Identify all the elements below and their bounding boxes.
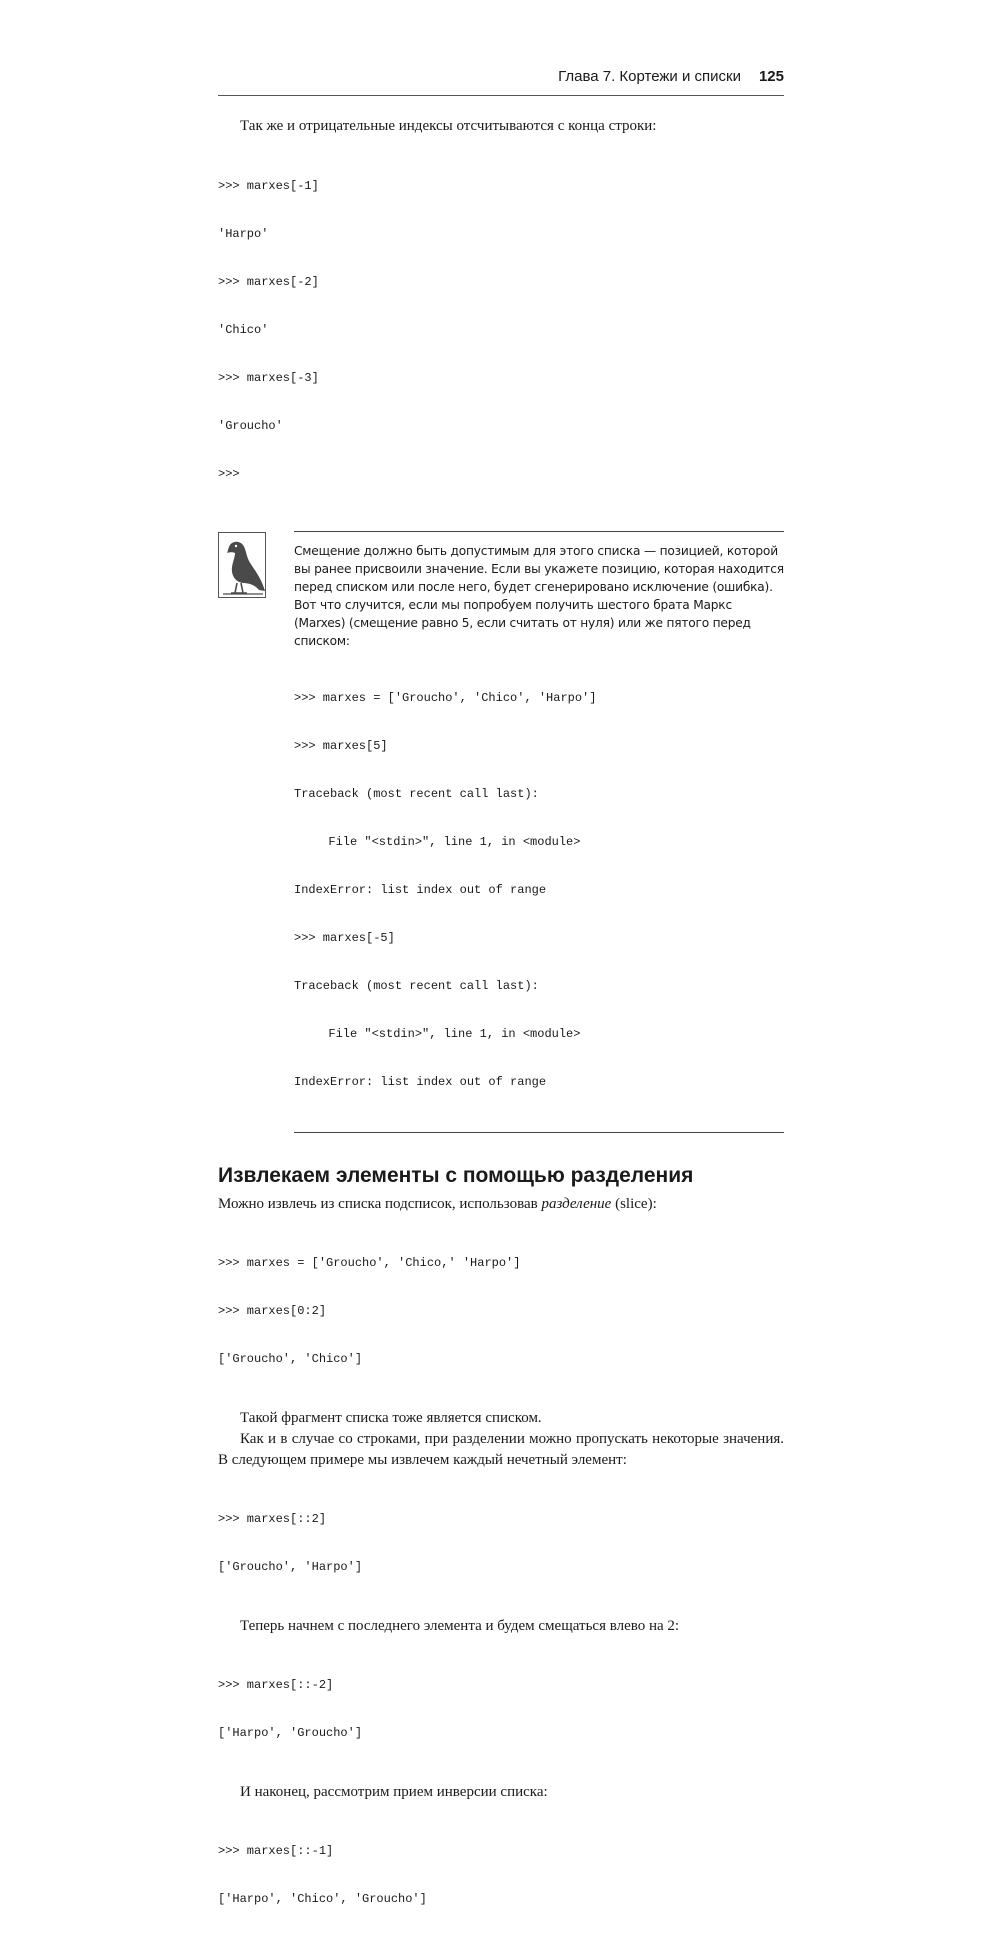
code-line: File "<stdin>", line 1, in <module> <box>314 835 581 849</box>
code-line: >>> marxes[-2] <box>218 275 319 289</box>
paragraph-reverse-step: Теперь начнем с последнего элемента и будем смещаться влево на 2: <box>240 1618 680 1634</box>
code-line: ['Groucho', 'Harpo'] <box>218 1560 363 1574</box>
section-intro-after: (slice): <box>611 1196 657 1212</box>
code-line: 'Harpo' <box>218 227 269 241</box>
chapter-title: Глава 7. Кортежи и списки <box>558 68 741 85</box>
code-line: Traceback (most recent call last): <box>294 979 539 993</box>
code-block-slice <box>218 1223 784 1399</box>
running-header <box>218 68 784 96</box>
code-line: ['Harpo', 'Chico', 'Groucho'] <box>218 1892 427 1906</box>
note-text: Смещение должно быть допустимым для этого списка — позицией, которой вы ранее присвоили значение. Если вы укажете позицию, которая находится перед списком или после него, будет сгенерировано исключение (ошибка). Вот что случится, если мы попробуем получить шестого брата Маркс (Marxes) (смещение равно 5, если считать от нуля) или же пятого перед списком: <box>294 544 784 648</box>
paragraph-skip: Как и в случае со строками, при разделении можно пропускать некоторые значения. В следующем примере мы извлечем каждый нечетный элемент: <box>218 1431 784 1468</box>
code-line: >>> marxes[::-2] <box>218 1678 334 1692</box>
page-number: 125 <box>758 68 784 85</box>
code-line: ['Groucho', 'Chico'] <box>218 1352 363 1366</box>
paragraph-inversion: И наконец, рассмотрим прием инверсии списка: <box>240 1784 548 1800</box>
code-line: >>> marxes = ['Groucho', 'Chico', 'Harpo'] <box>294 691 597 705</box>
code-line: 'Groucho' <box>218 419 283 433</box>
section-intro <box>218 1194 784 1215</box>
code-line: Traceback (most recent call last): <box>294 787 539 801</box>
warning-note <box>294 531 784 1133</box>
paragraph-fragment: Такой фрагмент списка тоже является списком. <box>240 1410 542 1426</box>
section-intro-before: Можно извлечь из списка подсписок, использовав <box>218 1196 542 1212</box>
code-line: >>> marxes[-3] <box>218 371 319 385</box>
intro-paragraph: Так же и отрицательные индексы отсчитываются с конца строки: <box>240 118 657 134</box>
code-block-step <box>218 1479 784 1607</box>
code-line: >>> marxes[::2] <box>218 1512 327 1526</box>
code-line: ['Harpo', 'Groucho'] <box>218 1726 363 1740</box>
book-page <box>218 68 784 1939</box>
code-line: >>> marxes = ['Groucho', 'Chico,' 'Harpo'] <box>218 1256 521 1270</box>
section-intro-term: разделение <box>541 1196 612 1212</box>
code-block-negative-index <box>218 146 784 514</box>
crow-icon <box>218 532 266 598</box>
code-line: >>> marxes[5] <box>294 739 388 753</box>
code-line: IndexError: list index out of range <box>294 1075 547 1089</box>
code-line: IndexError: list index out of range <box>294 883 547 897</box>
code-line: >>> marxes[-5] <box>294 931 395 945</box>
code-block-inversion <box>218 1811 784 1939</box>
section-title: Извлекаем элементы с помощью разделения <box>218 1164 694 1187</box>
code-line: >>> marxes[0:2] <box>218 1304 327 1318</box>
code-block-reverse-step <box>218 1645 784 1773</box>
code-line: File "<stdin>", line 1, in <module> <box>314 1027 581 1041</box>
code-line: >>> marxes[-1] <box>218 179 319 193</box>
code-line: >>> marxes[::-1] <box>218 1844 334 1858</box>
code-line: 'Chico' <box>218 323 269 337</box>
note-code-block <box>294 658 784 1122</box>
code-line: >>> <box>218 467 240 481</box>
